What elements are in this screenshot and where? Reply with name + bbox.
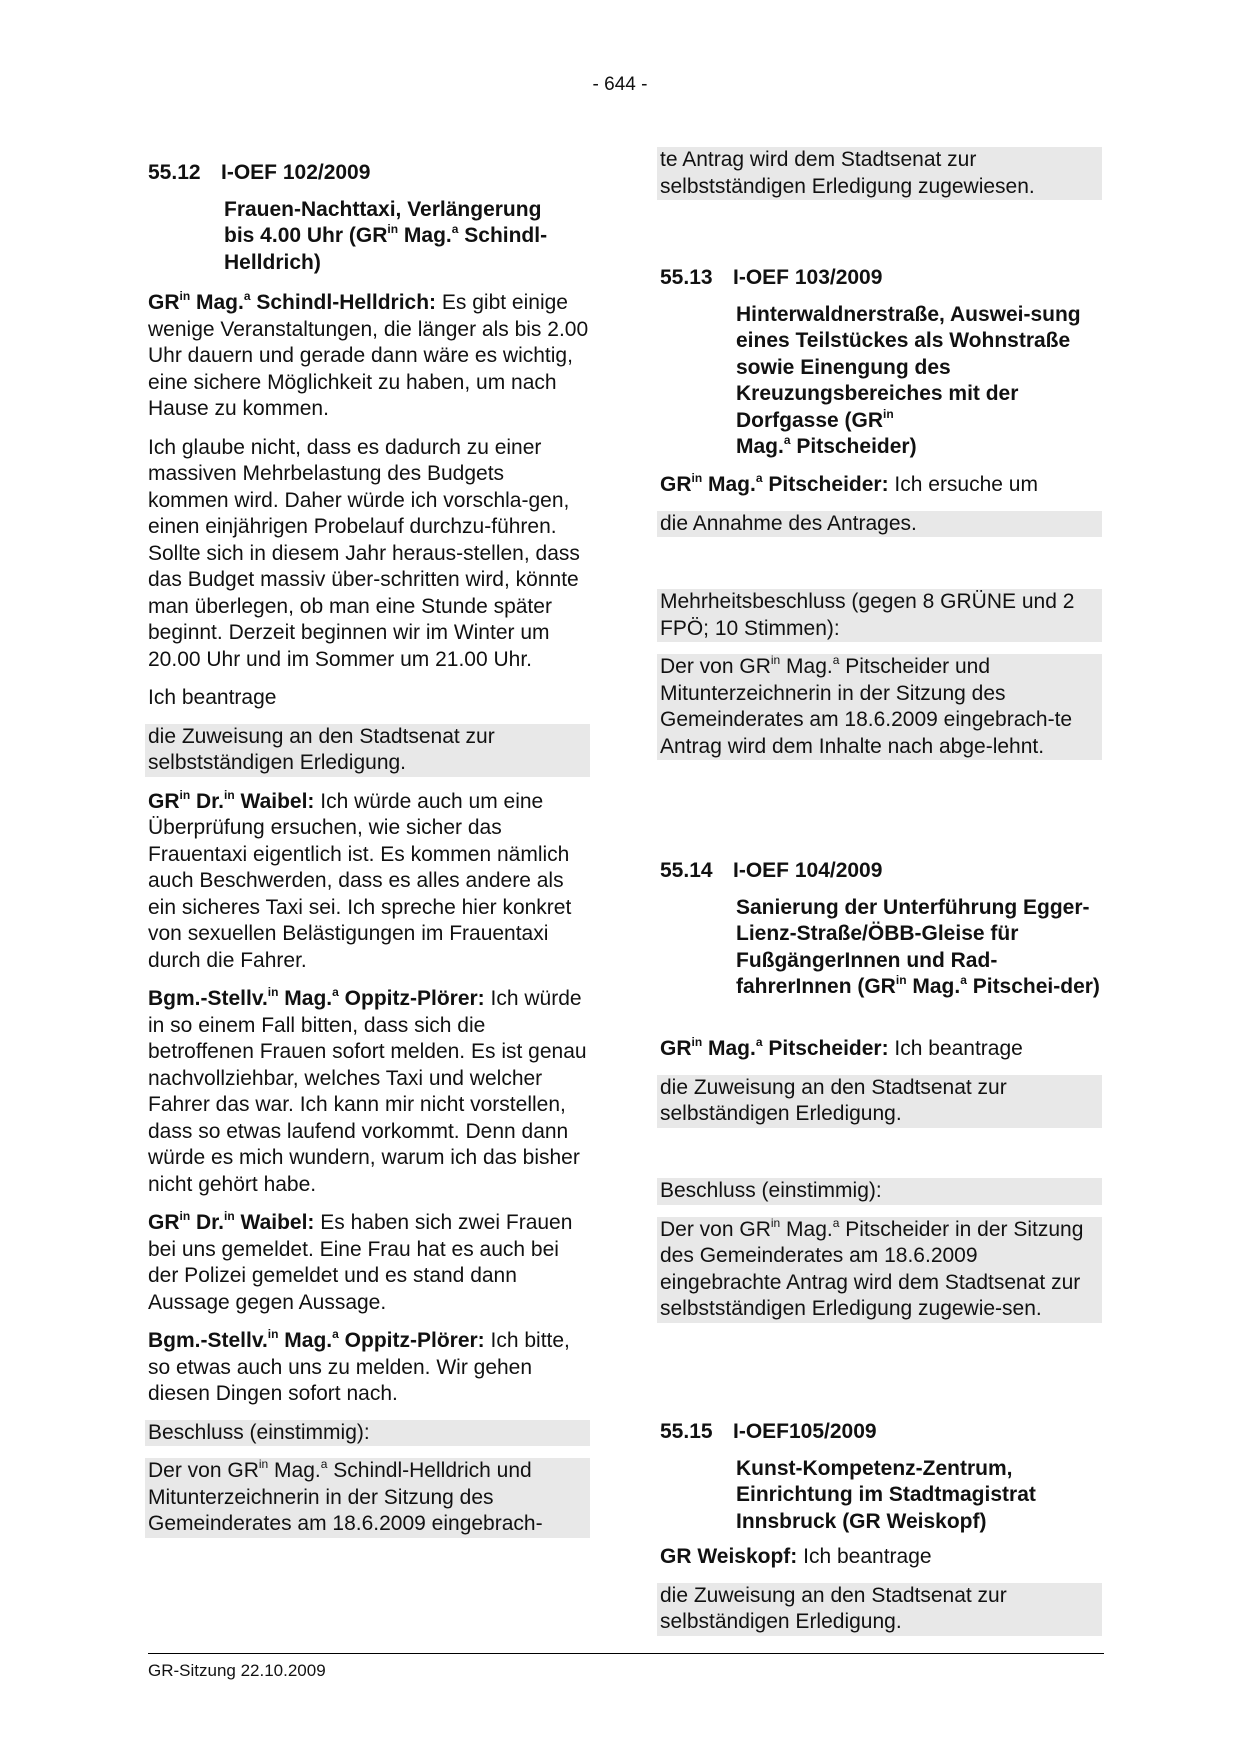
resolution-label: Beschluss (einstimmig):: [657, 1178, 1102, 1205]
section-number: 55.12: [148, 161, 201, 184]
title-line: bis 4.00 Uhr ($GR^{in}$ Mag.$^a$ Schindl-: [224, 222, 548, 247]
section-code: I-OEF 103/2009: [733, 266, 883, 289]
resolution-label: Beschluss (einstimmig):: [145, 1420, 590, 1447]
section-number: 55.13: [660, 266, 713, 289]
speech-paragraph: $GR^{in}$ Dr.$^{in}$ Waibel: Ich würde auch um eine Überprüfung ersuchen, wie sicher das Frauentaxi eigentlich ist. Es kommen nämlich auch Beschwerden, dass es alles andere als ein sicheres Taxi sei. Ich spreche hier konkret von sexuellen Belästigungen im Frauentaxi durch die Fahrer.: [148, 787, 572, 972]
section-55-13-body: [657, 472, 1102, 549]
motion-box: die Zuweisung an den Stadtsenat zur selbständigen Erledigung.: [657, 1583, 1102, 1636]
paragraph: Ich glaube nicht, dass es dadurch zu einer massiven Mehrbelastung des Budgets kommen wird. Daher würde ich vorschla-gen, einen einjährigen Probelauf durchzu-führen. Sollte sich in diesem Jahr heraus-stellen, dass das Budget massiv über-schritten wird, könnte man überlegen, ob man eine Stunde später beginnt. Derzeit beginnen wir im Winter um 20.00 Uhr und im Sommer um 21.00 Uhr.: [148, 435, 580, 671]
speech-paragraph: Bgm.-Stellv.$^{in}$ Mag.$^a$ Oppitz-Plörer: Ich bitte, so etwas auch uns zu melden. Wir gehen diesen Dingen sofort nach.: [148, 1327, 570, 1405]
motion-box: die Zuweisung an den Stadtsenat zur selbständigen Erledigung.: [657, 1075, 1102, 1128]
section-number: 55.15: [660, 1420, 713, 1443]
section-title: [224, 197, 590, 277]
section-55-14-body: [657, 1036, 1102, 1140]
section-55-15-body: [657, 1544, 1102, 1648]
speech-paragraph: $GR^{in}$ Mag.$^a$ Schindl-Helldrich: Es gibt einige wenige Veranstaltungen, die länger als bis 2.00 Uhr dauern und gerade dann wäre es wichtig, eine sichere Möglichkeit zu haben, um nach Hause zu kommen.: [148, 289, 589, 420]
page-number: - 644 -: [592, 74, 648, 95]
section-heading: [660, 858, 1102, 885]
section-55-12: [148, 160, 590, 276]
resolution-text: Der von $GR^{in}$ Mag.$^a$ Schindl-Helldrich und Mitunterzeichnerin in der Sitzung des Gemeinderates am 18.6.2009 eingebrach-: [145, 1458, 590, 1538]
section-55-13: [660, 265, 1102, 461]
paragraph: Ich beantrage: [148, 686, 277, 709]
footer-text: GR-Sitzung 22.10.2009: [148, 1661, 326, 1680]
section-55-15: [660, 1419, 1102, 1535]
section-title: Kunst-Kompetenz-Zentrum, Einrichtung im Stadtmagistrat Innsbruck (GR Weiskopf): [736, 1456, 1036, 1533]
section-heading: [660, 1419, 1102, 1446]
section-55-13-resolution: [657, 589, 1102, 772]
title-line: Helldrich): [224, 250, 321, 274]
motion-box: die Zuweisung an den Stadtsenat zur selbstständigen Erledigung.: [145, 724, 590, 777]
section-code: I-OEF105/2009: [733, 1420, 877, 1443]
title-line: Mag.$^a$ Pitscheider): [736, 433, 917, 458]
section-title: [736, 302, 1102, 461]
section-number: 55.14: [660, 859, 713, 882]
section-55-14: [660, 858, 1102, 1001]
left-body: [145, 290, 590, 1550]
section-heading: [148, 160, 590, 187]
motion-box: die Annahme des Antrages.: [657, 511, 1102, 538]
resolution-text: Der von $GR^{in}$ Mag.$^a$ Pitscheider in der Sitzung des Gemeinderates am 18.6.2009 eingebrachte Antrag wird dem Stadtsenat zur selbstständigen Erledigung zugewie-sen.: [657, 1217, 1102, 1323]
speech-paragraph: $GR^{in}$ Dr.$^{in}$ Waibel: Es haben sich zwei Frauen bei uns gemeldet. Eine Frau hat es auch bei der Polizei gemeldet und es stand dann Aussage gegen Aussage.: [148, 1209, 573, 1314]
footer-divider: [148, 1653, 1104, 1654]
title-line: Hinterwaldnerstraße, Auswei-sung eines Teilstückes als Wohnstraße sowie Einengung des Kreuzungsbereiches mit der Dorfgasse ($GR^{in}$: [736, 302, 1081, 432]
section-code: I-OEF 102/2009: [221, 161, 371, 184]
speech-paragraph: GR Weiskopf: Ich beantrage: [660, 1545, 932, 1568]
resolution-label: Mehrheitsbeschluss (gegen 8 GRÜNE und 2 FPÖ; 10 Stimmen):: [657, 589, 1102, 642]
section-55-14-resolution: [657, 1178, 1102, 1335]
speech-paragraph: $GR^{in}$ Mag.$^a$ Pitscheider: Ich beantrage: [660, 1035, 1023, 1060]
section-heading: [660, 265, 1102, 292]
section-title: Sanierung der Unterführung Egger-Lienz-Straße/ÖBB-Gleise für FußgängerInnen und Rad-fahrerInnen ($GR^{in}$ Mag.$^a$ Pitschei-der): [736, 895, 1100, 998]
section-code: I-OEF 104/2009: [733, 859, 883, 882]
speech-paragraph: Bgm.-Stellv.$^{in}$ Mag.$^a$ Oppitz-Plörer: Ich würde in so einem Fall bitten, dass sich die betroffenen Frauen sofort melden. Es ist genau nachvollziehbar, welches Taxi und welcher Fahrer das war. Ich kann mir nicht vorstellen, dass so etwas laufend vorkommt. Denn dann würde es mich wundern, warum ich das bisher nicht gehört habe.: [148, 985, 587, 1196]
title-line: Frauen-Nachttaxi, Verlängerung: [224, 197, 542, 221]
resolution-text: Der von $GR^{in}$ Mag.$^a$ Pitscheider und Mitunterzeichnerin in der Sitzung des Gemeinderates am 18.6.2009 eingebrach-te Antrag wird dem Inhalte nach abge-lehnt.: [657, 654, 1102, 760]
resolution-text-continued: te Antrag wird dem Stadtsenat zur selbstständigen Erledigung zugewiesen.: [657, 147, 1102, 200]
speech-paragraph: $GR^{in}$ Mag.$^a$ Pitscheider: Ich ersuche um: [660, 471, 1038, 496]
